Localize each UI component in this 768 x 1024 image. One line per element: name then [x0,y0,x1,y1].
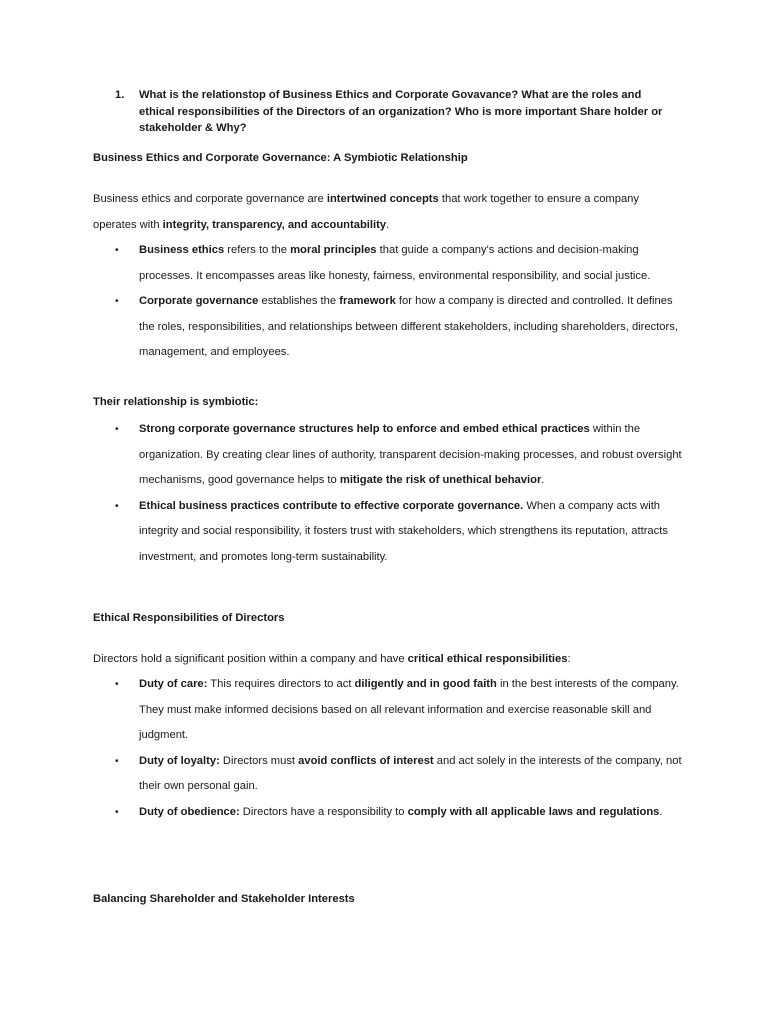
relationship-heading: Their relationship is symbiotic: [93,396,259,408]
section-heading-directors: Ethical Responsibilities of Directors [93,612,285,624]
bullet-icon: • [115,296,119,307]
bullet-icon: • [115,806,119,818]
list-item: • Duty of loyalty: Directors must avoid conflicts of interest and act solely in the interests of the company, not their own personal gain. [93,749,683,800]
intro-paragraph: Business ethics and corporate governance are intertwined concepts that work together to ensure a company operates with integrity, transparency, and accountability. [93,193,639,231]
list-item: • Duty of care: This requires directors to act diligently and in good faith in the best interests of the company. They must make informed decisions based on all relevant information and exercise reasonable skill and judgment. [93,672,683,749]
bullet-icon: • [115,500,119,512]
list-item: • Ethical business practices contribute to effective corporate governance. When a company acts with integrity and social responsibility, it fosters trust with stakeholders, which strengthens its reputation, attracts investment, and promotes long-term sustainability. [93,494,683,571]
definitions-list [93,238,683,366]
question-text: What is the relationstop of Business Ethics and Corporate Govavance? What are the roles and ethical responsibilities of the Directors of an organization? Who is more important Share holder or stakeholder & Why? [139,89,663,134]
bullet-icon: • [115,679,119,690]
relationship-list [93,417,683,570]
bullet-icon: • [115,755,119,767]
question-number: 1. [115,89,125,101]
section-heading-balancing: Balancing Shareholder and Stakeholder Interests [93,893,355,905]
list-item: • Strong corporate governance structures help to enforce and embed ethical practices within the organization. By creating clear lines of authority, transparent decision-making processes, and robust oversight mechanisms, good governance helps to mitigate the risk of unethical behavior. [93,417,683,494]
directors-intro: Directors hold a significant position within a company and have critical ethical responsibilities: [93,653,571,665]
bullet-icon: • [115,245,119,256]
list-item: • Duty of obedience: Directors have a responsibility to comply with all applicable laws and regulations. [93,800,683,826]
section-heading-ethics-governance: Business Ethics and Corporate Governance: A Symbiotic Relationship [93,152,468,164]
bullet-icon: • [115,424,119,435]
directors-duties-list [93,672,683,825]
list-item: • Business ethics refers to the moral principles that guide a company's actions and decision-making processes. It encompasses areas like honesty, fairness, environmental responsibility, and social justice. [93,238,683,289]
list-item: • Corporate governance establishes the framework for how a company is directed and controlled. It defines the roles, responsibilities, and relationships between different stakeholders, including shareholders, directors, management, and employees. [93,289,683,366]
